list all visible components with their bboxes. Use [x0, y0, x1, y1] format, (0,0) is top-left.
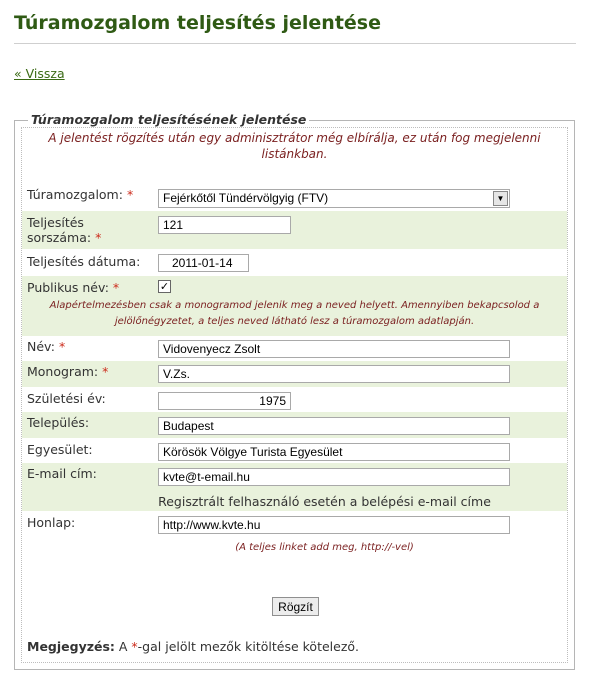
title-divider — [14, 43, 576, 44]
serial-label: Teljesítés sorszáma: * — [27, 215, 102, 245]
email-input[interactable] — [158, 468, 510, 486]
back-link[interactable]: « Vissza — [14, 66, 65, 81]
name-label: Név: * — [27, 339, 66, 354]
homepage-label: Honlap: — [27, 515, 76, 530]
tour-select[interactable]: Fejérkőtől Tündérvölgyig (FTV) ▼ — [158, 189, 510, 208]
dropdown-arrow-icon[interactable]: ▼ — [493, 191, 508, 206]
monogram-label: Monogram: * — [27, 364, 109, 379]
required-mark: * — [102, 364, 109, 379]
required-mark: * — [112, 280, 120, 295]
tour-label: Túramozgalom: * — [27, 187, 134, 202]
homepage-input[interactable] — [158, 516, 510, 534]
serial-input[interactable] — [158, 216, 291, 234]
required-mark: * — [95, 230, 102, 245]
public-name-checkbox[interactable] — [158, 280, 171, 293]
required-mark: * — [126, 187, 134, 202]
form-notice: A jelentést rögzítés után egy adminisztrátor még elbírálja, ez után fog megjelenni listánkban. — [48, 131, 541, 161]
required-mark: * — [58, 339, 66, 354]
public-name-label: Publikus név: * — [27, 280, 120, 295]
city-input[interactable] — [158, 417, 510, 435]
club-label: Egyesület: — [27, 442, 93, 457]
row-serial — [22, 211, 567, 249]
birth-year-input[interactable] — [158, 392, 291, 410]
required-footnote: Megjegyzés: A *-gal jelölt mezők kitöltése kötelező. — [27, 639, 360, 654]
monogram-input[interactable] — [158, 365, 510, 383]
page-title: Túramozgalom teljesítés jelentése — [14, 12, 381, 34]
city-label: Település: — [27, 415, 90, 430]
birth-year-label: Születési év: — [27, 391, 106, 406]
public-name-hint: Alapértelmezésben csak a monogramod jelenik meg a neved helyett. Amennyiben bekapcsolod a jelölőnégyzetet, a teljes neved látható lesz a túramozgalom adatlapján. — [49, 300, 540, 327]
club-input[interactable] — [158, 443, 510, 461]
name-input[interactable] — [158, 340, 510, 358]
submit-button[interactable]: Rögzít — [272, 597, 319, 616]
row-date — [22, 249, 567, 276]
email-note: Regisztrált felhasználó esetén a belépési e-mail címe — [158, 494, 491, 509]
check-icon: ✓ — [159, 280, 170, 293]
date-label: Teljesítés dátuma: — [27, 254, 141, 269]
row-birth-year — [22, 387, 567, 412]
homepage-hint: (A teljes linket add meg, http://-vel) — [235, 542, 414, 553]
date-input[interactable] — [158, 254, 249, 272]
email-label: E-mail cím: — [27, 466, 97, 481]
form-legend: Túramozgalom teljesítésének jelentése — [28, 112, 309, 127]
